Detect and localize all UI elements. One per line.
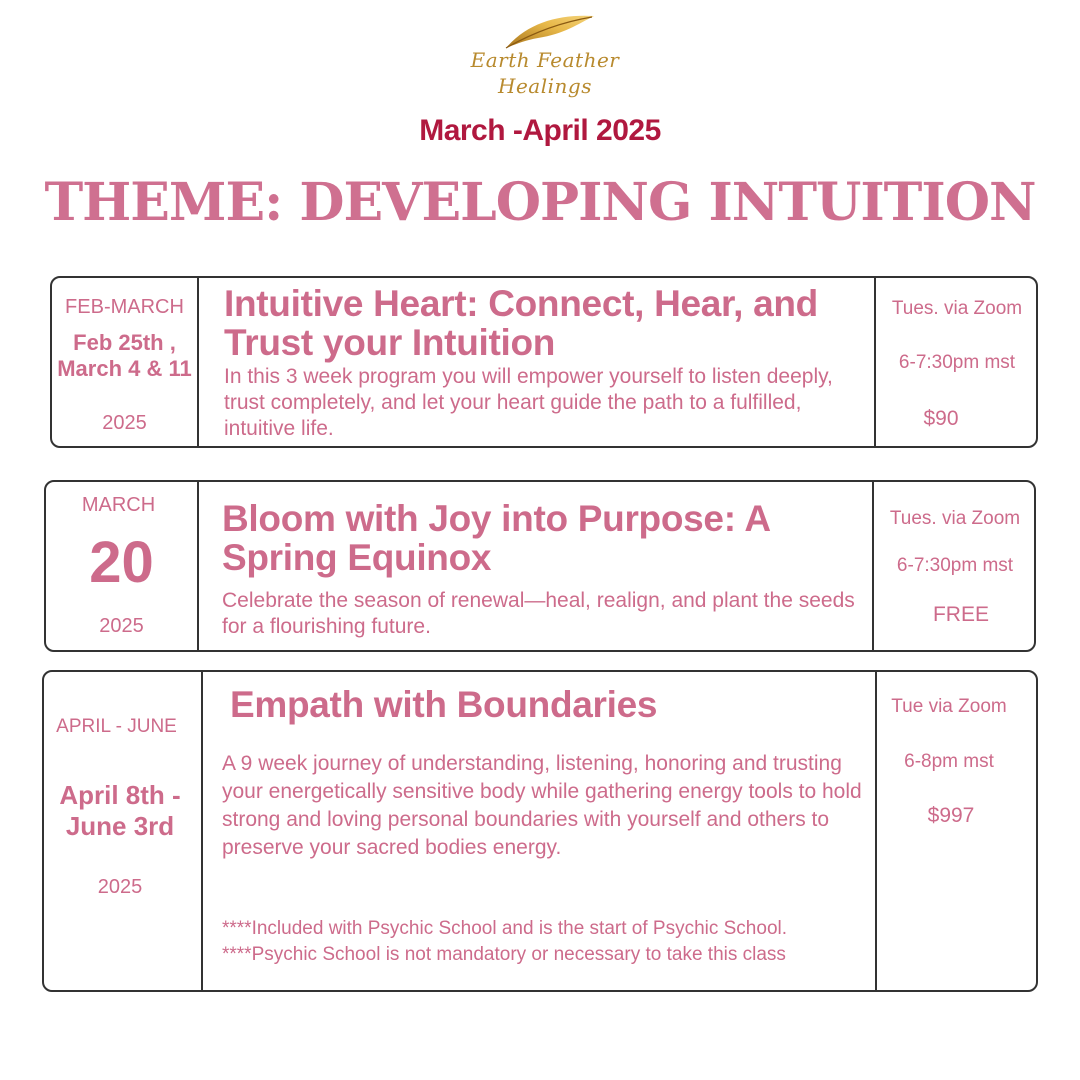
event-period: MARCH xyxy=(81,494,156,516)
event-description: In this 3 week program you will empower yourself to listen deeply, trust completely, and let your heart guide the path to a fulfilled, intuitive life. xyxy=(224,365,833,440)
column-divider xyxy=(197,480,199,652)
event-title: Bloom with Joy into Purpose: A Spring Equinox xyxy=(222,498,770,578)
feather-icon xyxy=(498,8,598,52)
event-time: 6-7:30pm mst xyxy=(896,555,1014,576)
event-period: FEB-MARCH xyxy=(65,296,184,318)
event-note: ****Psychic School is not mandatory or necessary to take this class xyxy=(222,944,786,965)
event-note: ****Included with Psychic School and is the start of Psychic School. xyxy=(222,918,788,939)
event-period: APRIL - JUNE xyxy=(56,716,177,737)
column-divider xyxy=(201,670,203,992)
theme-heading: THEME: DEVELOPING INTUITION xyxy=(44,172,1036,233)
event-price: $90 xyxy=(923,407,959,430)
date-range-heading: March -April 2025 xyxy=(419,114,661,147)
column-divider xyxy=(197,276,199,448)
column-divider xyxy=(875,670,877,992)
event-title: Intuitive Heart: Connect, Hear, and Trust your Intuition xyxy=(224,283,818,363)
event-day: Tue via Zoom xyxy=(891,696,1007,717)
event-dates: 20 xyxy=(89,530,154,595)
event-time: 6-8pm mst xyxy=(904,751,994,772)
event-description: A 9 week journey of understanding, listening, honoring and trusting your energetically sensitive body while gathering energy tools to hold strong and loving personal boundaries with yourself and others to preserve your sacred bodies energy. xyxy=(222,752,862,859)
event-year: 2025 xyxy=(102,412,147,434)
event-description: Celebrate the season of renewal—heal, realign, and plant the seeds for a flourishing future. xyxy=(222,589,855,638)
event-year: 2025 xyxy=(99,615,144,637)
event-time: 6-7:30pm mst xyxy=(898,352,1016,373)
event-card-spring-equinox xyxy=(44,480,1036,652)
brand-logo xyxy=(460,8,630,100)
event-day: Tues. via Zoom xyxy=(891,298,1023,319)
event-card-intuitive-heart xyxy=(50,276,1038,448)
event-dates: April 8th - June 3rd xyxy=(59,780,181,841)
event-title: Empath with Boundaries xyxy=(230,684,658,725)
logo-text-line2: Healings xyxy=(498,74,592,98)
event-price: FREE xyxy=(932,603,989,626)
logo-text-line1: Earth Feather xyxy=(470,48,620,72)
event-card-empath-boundaries xyxy=(42,670,1038,992)
event-dates: Feb 25th , March 4 & 11 xyxy=(57,330,192,381)
event-day: Tues. via Zoom xyxy=(889,508,1021,529)
event-year: 2025 xyxy=(97,876,143,898)
event-price: $997 xyxy=(927,804,975,827)
